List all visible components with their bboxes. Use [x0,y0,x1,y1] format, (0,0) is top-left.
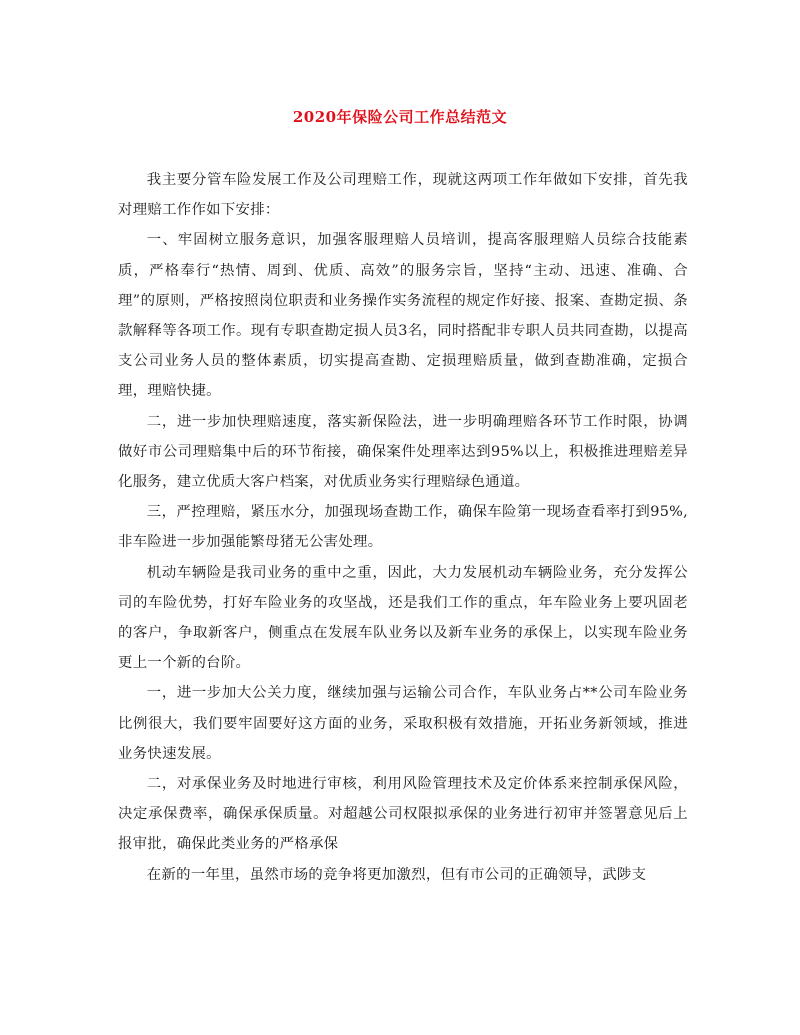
paragraph: 一，进一步加大公关力度，继续加强与运输公司合作，车队业务占**公司车险业务比例很大，我们要牢固要好这方面的业务，采取积极有效措施，开拓业务新领域，推进业务快速发展。 [118,685,688,762]
document-title: 2020年保险公司工作总结范文 [292,108,508,126]
paragraph: 在新的一年里，虽然市场的竞争将更加激烈，但有市公司的正确领导，武陟支 [146,866,647,883]
paragraph: 机动车辆险是我司业务的重中之重，因此，大力发展机动车辆险业务，充分发挥公司的车险优势，打好车险业务的攻坚战，还是我们工作的重点，年车险业务上要巩固老的客户，争取新客户，侧重点在发展车队业务以及新车业务的承保上，以实现车险业务更上一个新的台阶。 [118,564,688,672]
paragraph: 一、牢固树立服务意识，加强客服理赔人员培训，提高客服理赔人员综合技能素质，严格奉行“热情、周到、优质、高效”的服务宗旨，坚持“主动、迅速、准确、合理”的原则，严格按照岗位职责和业务操作实务流程的规定作好接、报案、查勘定损、条款解释等各项工作。现有专职查勘定损人员3名，同时搭配非专职人员共同查勘，以提高支公司业务人员的整体素质，切实提高查勘、定损理赔质量，做到查勘准确，定损合理，理赔快捷。 [118,232,688,400]
paragraph: 三，严控理赔，紧压水分，加强现场查勘工作，确保车险第一现场查看率打到95%,非车险进一步加强能繁母猪无公害处理。 [118,504,688,551]
document-body [118,165,688,890]
paragraph: 二，对承保业务及时地进行审核，利用风险管理技术及定价体系来控制承保风险，决定承保费率，确保承保质量。对超越公司权限拟承保的业务进行初审并签署意见后上报审批，确保此类业务的严格承保 [118,776,688,853]
paragraph: 我主要分管车险发展工作及公司理赔工作，现就这两项工作年做如下安排，首先我对理赔工作作如下安排： [118,172,688,219]
paragraph: 二，进一步加快理赔速度，落实新保险法，进一步明确理赔各环节工作时限，协调做好市公司理赔集中后的环节衔接，确保案件处理率达到95%以上，积极推进理赔差异化服务，建立优质大客户档案，对优质业务实行理赔绿色通道。 [118,413,688,491]
